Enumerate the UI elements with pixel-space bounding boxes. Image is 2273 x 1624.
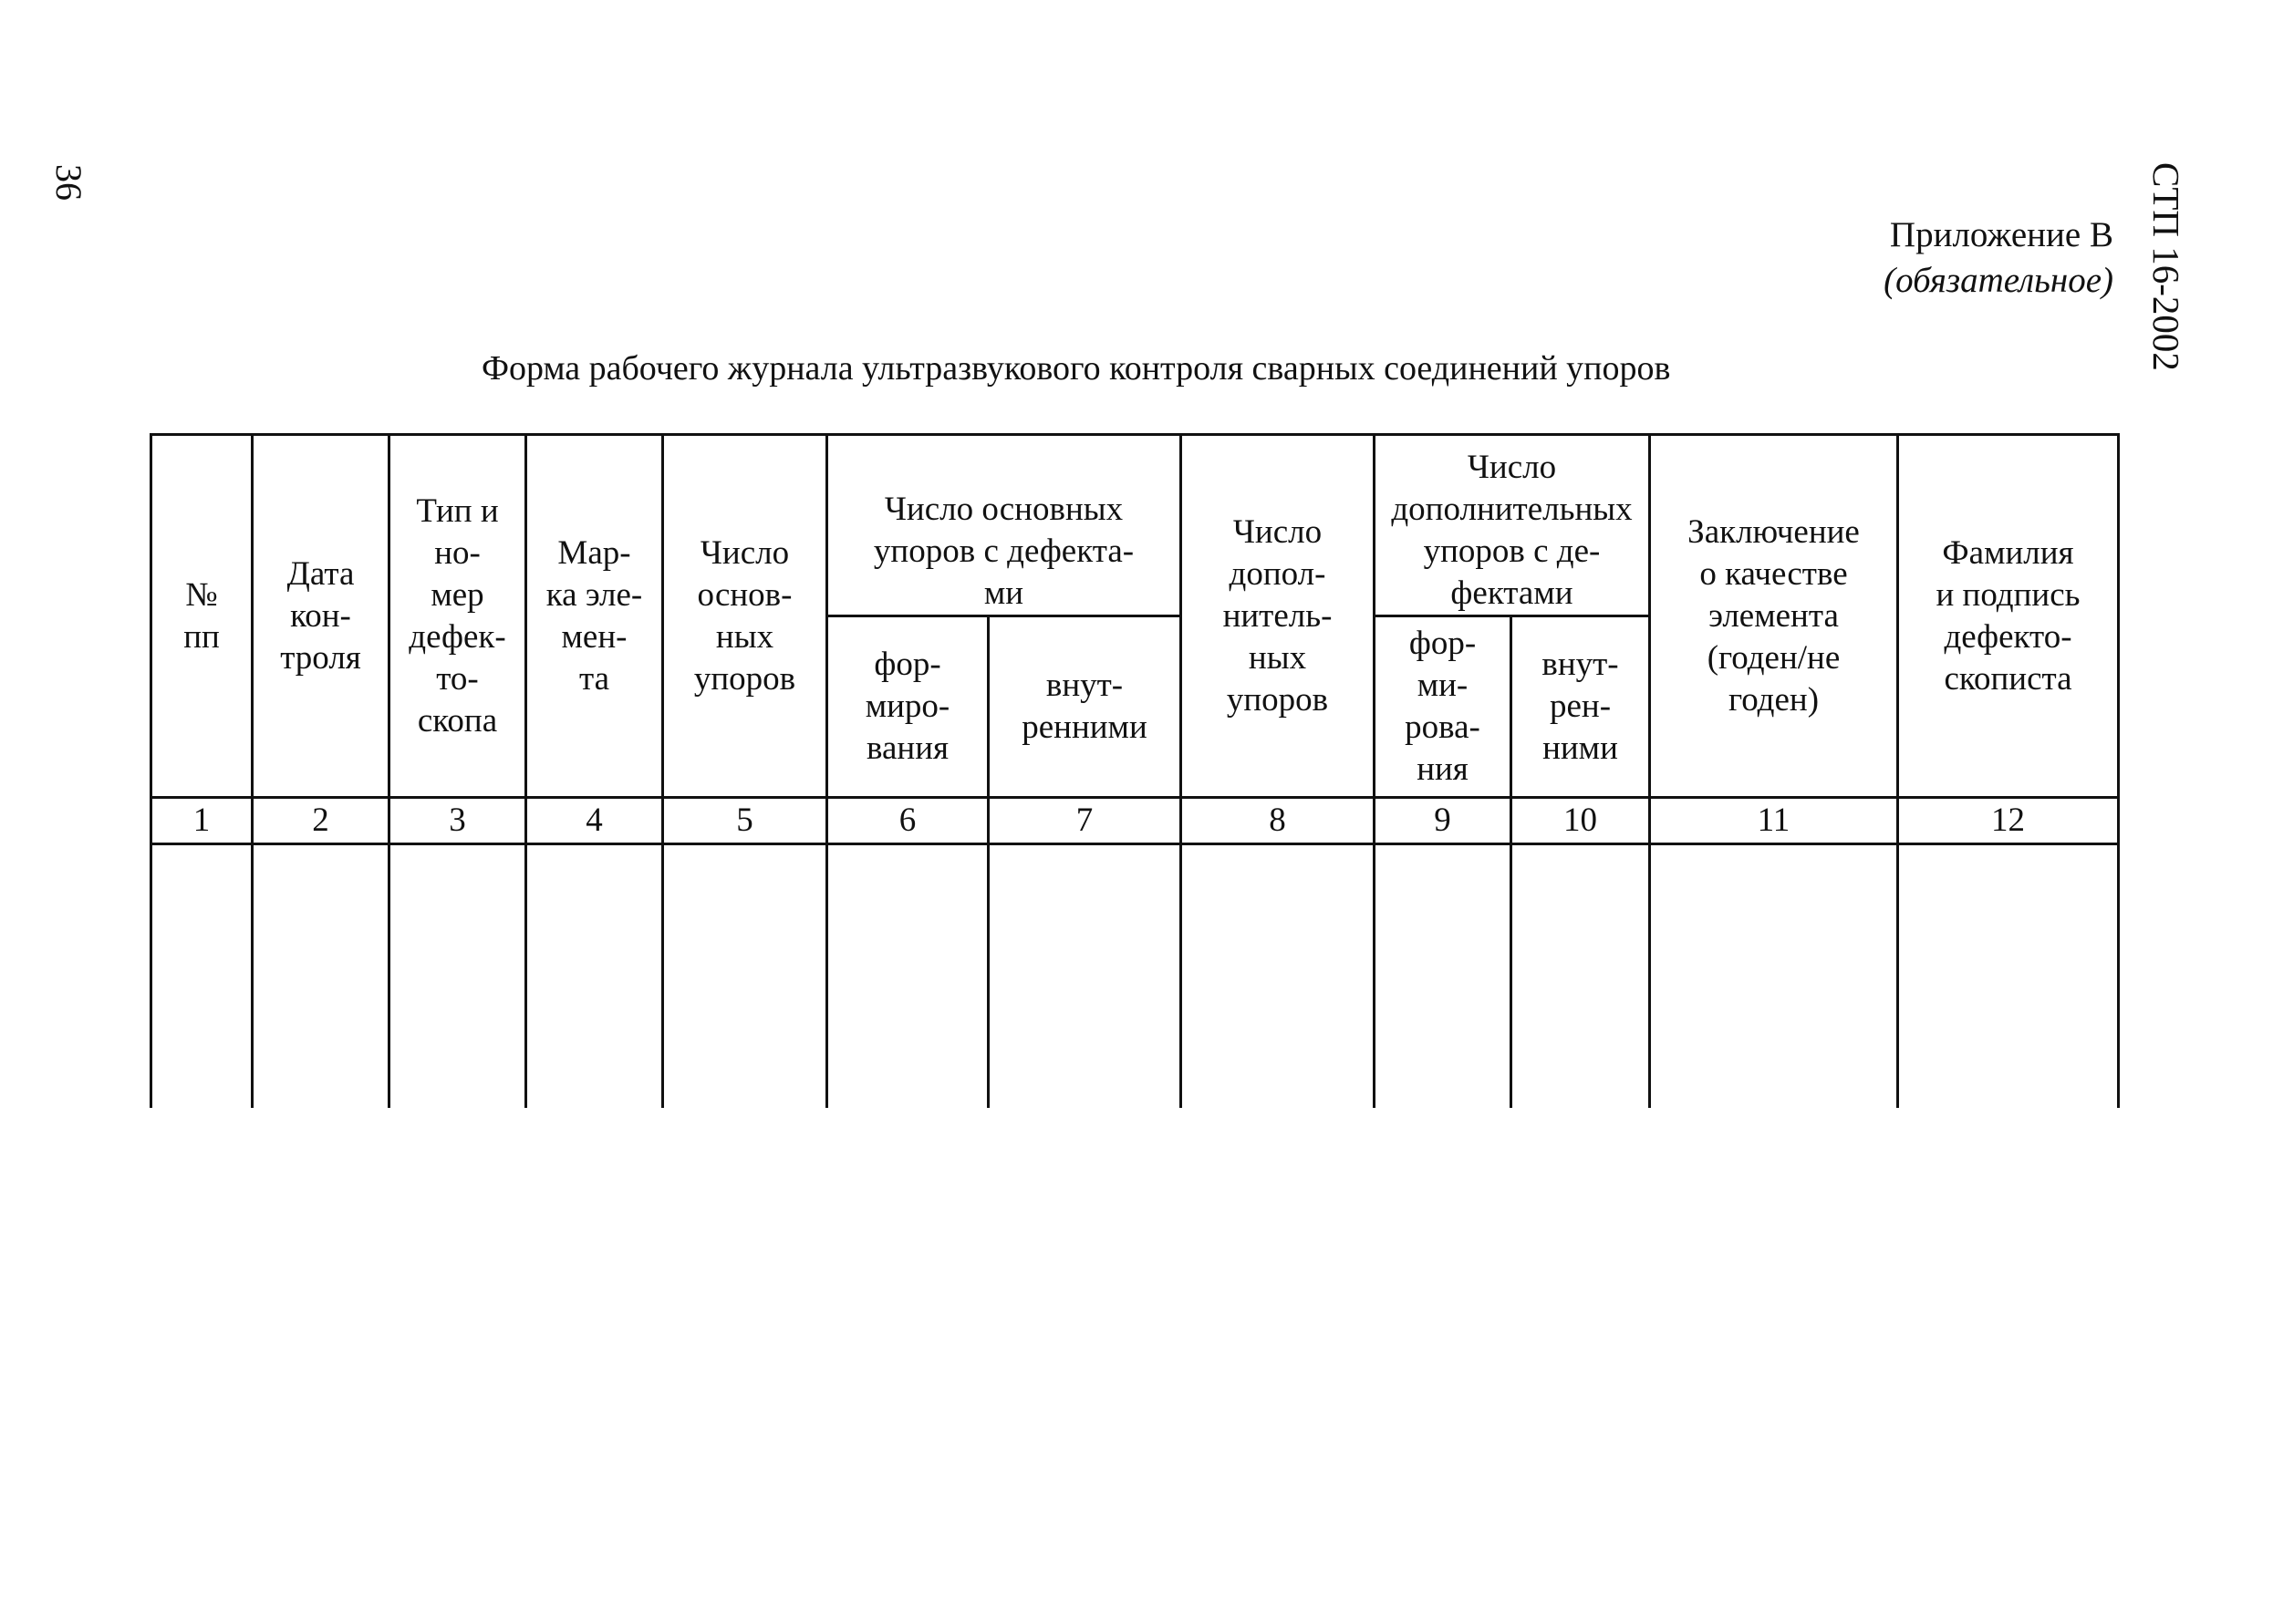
empty-cell bbox=[526, 844, 663, 1109]
empty-cell bbox=[1898, 844, 2119, 1109]
column-number: 9 bbox=[1375, 798, 1511, 844]
empty-cell bbox=[389, 844, 526, 1109]
column-number: 5 bbox=[663, 798, 827, 844]
column-number: 6 bbox=[827, 798, 989, 844]
appendix-header bbox=[1884, 212, 2113, 304]
header-col-4: Мар- ка эле- мен- та bbox=[526, 435, 663, 798]
empty-cell bbox=[151, 844, 253, 1109]
column-number: 11 bbox=[1650, 798, 1898, 844]
empty-cell bbox=[1650, 844, 1898, 1109]
header-row-top bbox=[151, 435, 2119, 616]
header-col-6: фор- миро- вания bbox=[827, 616, 989, 798]
column-number: 8 bbox=[1181, 798, 1375, 844]
header-col-5: Число основ- ных упоров bbox=[663, 435, 827, 798]
header-col-7: внут- ренними bbox=[989, 616, 1181, 798]
empty-cell bbox=[1375, 844, 1511, 1109]
column-number: 3 bbox=[389, 798, 526, 844]
header-col-10: внут- рен- ними bbox=[1511, 616, 1650, 798]
column-number: 2 bbox=[253, 798, 389, 844]
header-group-additional-defects: Число дополнительных упоров с де- фектами bbox=[1375, 435, 1650, 616]
empty-cell bbox=[989, 844, 1181, 1109]
column-number-row bbox=[151, 798, 2119, 844]
header-group-main-defects: Число основных упоров с дефекта- ми bbox=[827, 435, 1181, 616]
empty-cell bbox=[1181, 844, 1375, 1109]
appendix-label: Приложение В bbox=[1889, 215, 2113, 254]
header-col-11: Заключение о качестве элемента (годен/не годен) bbox=[1650, 435, 1898, 798]
column-number: 12 bbox=[1898, 798, 2119, 844]
column-number: 1 bbox=[151, 798, 253, 844]
empty-cell bbox=[827, 844, 989, 1109]
header-col-2: Дата кон- троля bbox=[253, 435, 389, 798]
empty-cell bbox=[253, 844, 389, 1109]
column-number: 4 bbox=[526, 798, 663, 844]
appendix-status: (обязательное) bbox=[1884, 261, 2113, 300]
header-col-3: Тип и но- мер дефек- то- скопа bbox=[389, 435, 526, 798]
header-col-1: № пп bbox=[151, 435, 253, 798]
empty-entry-row bbox=[151, 844, 2119, 1109]
header-col-8: Число допол- нитель- ных упоров bbox=[1181, 435, 1375, 798]
header-col-12: Фамилия и подпись дефекто- скописта bbox=[1898, 435, 2119, 798]
column-number: 10 bbox=[1511, 798, 1650, 844]
journal-table bbox=[150, 433, 2120, 1108]
form-title: Форма рабочего журнала ультразвукового контроля сварных соединений упоров bbox=[482, 349, 1671, 388]
header-col-9: фор- ми- рова- ния bbox=[1375, 616, 1511, 798]
column-number: 7 bbox=[989, 798, 1181, 844]
empty-cell bbox=[663, 844, 827, 1109]
document-code: СТП 16-2002 bbox=[2145, 162, 2187, 371]
page-number: 36 bbox=[48, 164, 89, 201]
empty-cell bbox=[1511, 844, 1650, 1109]
